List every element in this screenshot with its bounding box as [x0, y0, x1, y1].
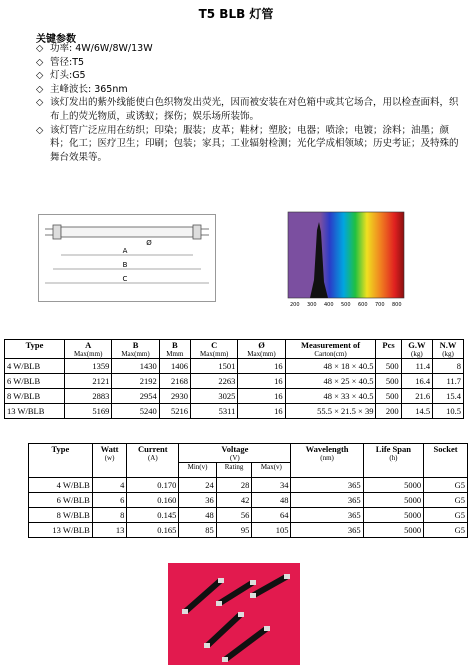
- electrical-table: [28, 443, 468, 538]
- diamond-icon: ◇: [36, 83, 44, 95]
- table-row: 6 W/BLB 6 0.160 36 42 48 365 5000 G5: [29, 493, 468, 508]
- col-carton: Measurement of Carton(cm): [285, 340, 376, 359]
- col-wavelength: Wavelength (nm): [291, 444, 363, 478]
- col-a: A Max(mm): [65, 340, 112, 359]
- diamond-icon: ◇: [36, 43, 44, 54]
- lamp-photo-svg: [168, 563, 300, 665]
- table-header-row: [5, 340, 464, 359]
- bullet-list: [36, 42, 466, 164]
- page-title: T5 BLB 灯管: [198, 7, 274, 21]
- col-voltage-min: Min(v): [179, 463, 216, 478]
- col-voltage: Voltage (V): [179, 444, 291, 463]
- col-voltage-max: Max(v): [252, 463, 291, 478]
- table-row: 13 W/BLB 5169 5240 5216 5311 16 55.5 × 21.5 × 39 200 14.5 10.5: [5, 404, 464, 419]
- bullet-item: ◇ 该灯发出的紫外线能使白色织物发出荧光，因而被安装在对色箱中或其它场合，用以检查面料，织布上的荧光物质，或诱蚁；探伤；娱乐场所装饰。: [36, 97, 459, 122]
- diamond-icon: ◇: [36, 70, 44, 82]
- bullet-item: ◇ 该灯管广泛应用在纺织；印染；服装；皮革；鞋材；塑胶；电器；喷涂；电镀；涂料；油墨；颜料；化工；医疗卫生；印刷；包装；家具；工业辐射检测；光化学成相领域；历史考证；及特殊的舞台效果等。: [36, 124, 459, 163]
- svg-text:700: 700: [375, 302, 385, 308]
- col-current: Current (A): [127, 444, 179, 478]
- label-b: B: [122, 261, 128, 269]
- col-type: Type: [29, 444, 93, 478]
- table-row: 4 W/BLB 1359 1430 1406 1501 16 48 × 18 × 40.5 500 11.4 8: [5, 359, 464, 374]
- diamond-icon: ◇: [36, 56, 44, 68]
- svg-text:200: 200: [290, 302, 300, 308]
- bullet-item: ◇ 功率: 4W/6W/8W/13W: [36, 43, 153, 54]
- product-photo: [168, 563, 300, 665]
- svg-text:400: 400: [324, 302, 334, 308]
- col-gw: G.W (kg): [401, 340, 433, 359]
- dimension-table: [4, 339, 464, 419]
- lamp-diagram-svg: [39, 215, 215, 301]
- svg-text:800: 800: [392, 302, 402, 308]
- bullet-item: ◇ 主峰波长: 365nm: [36, 83, 128, 95]
- label-diameter: Ø: [146, 239, 152, 247]
- col-b-min: B Mmm: [159, 340, 190, 359]
- diamond-icon: ◇: [36, 124, 44, 136]
- svg-text:600: 600: [358, 302, 368, 308]
- col-voltage-rating: Rating: [216, 463, 252, 478]
- table-row: 13 W/BLB 13 0.165 85 95 105 365 5000 G5: [29, 523, 468, 538]
- table-row: 4 W/BLB 4 0.170 24 28 34 365 5000 G5: [29, 478, 468, 493]
- col-pcs: Pcs: [376, 340, 401, 359]
- spectrum-svg: [286, 210, 406, 310]
- table-row: 8 W/BLB 8 0.145 48 56 64 365 5000 G5: [29, 508, 468, 523]
- col-diameter: Ø Max(mm): [238, 340, 285, 359]
- lamp-dimension-diagram: [38, 214, 216, 302]
- col-type: Type: [5, 340, 65, 359]
- col-socket: Socket: [424, 444, 468, 478]
- svg-text:300: 300: [307, 302, 317, 308]
- bullet-item: ◇ 管径:T5: [36, 56, 85, 68]
- table-row: 8 W/BLB 2883 2954 2930 3025 16 48 × 33 × 40.5 500 21.6 15.4: [5, 389, 464, 404]
- col-b-max: B Max(mm): [112, 340, 159, 359]
- svg-text:500: 500: [341, 302, 351, 308]
- bullet-item: ◇ 灯头:G5: [36, 70, 86, 82]
- section-heading: 关键参数: [36, 34, 76, 45]
- label-c: C: [122, 275, 128, 283]
- table-row: 6 W/BLB 2121 2192 2168 2263 16 48 × 25 × 40.5 500 16.4 11.7: [5, 374, 464, 389]
- col-lifespan: Life Span (h): [363, 444, 423, 478]
- spectrum-chart: [286, 210, 406, 310]
- col-nw: N.W (kg): [433, 340, 464, 359]
- col-c: C Max(mm): [191, 340, 238, 359]
- table-header-row: [29, 444, 468, 463]
- label-a: A: [122, 247, 128, 255]
- diamond-icon: ◇: [36, 97, 44, 109]
- col-watt: Watt (w): [92, 444, 127, 478]
